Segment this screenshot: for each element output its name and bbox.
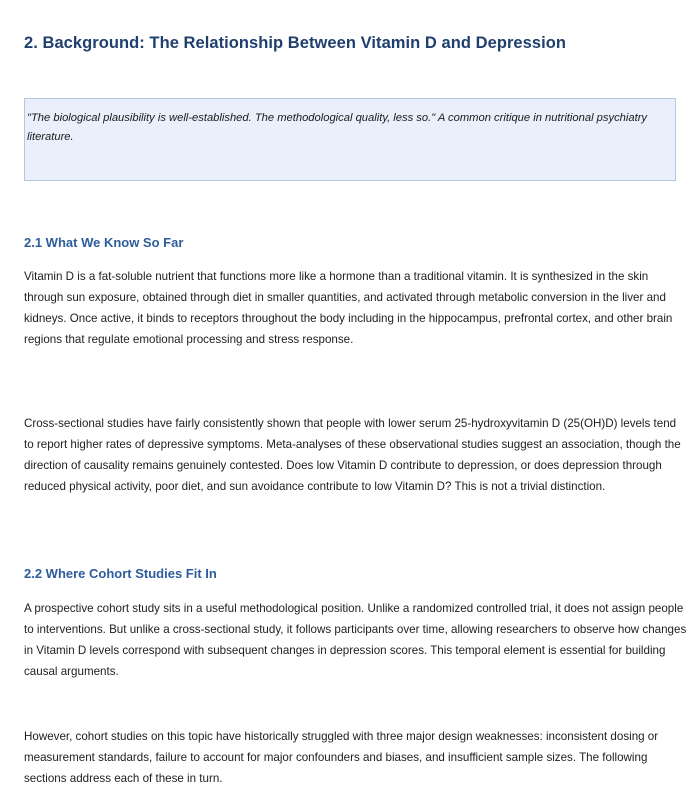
quote-attribution: A common critique in nutritional psychiatry literature. <box>27 112 648 143</box>
paragraph-cross-sectional-studies: Cross-sectional studies have fairly consistently shown that people with lower serum 25-hydroxyvitamin D (25(OH)D) levels tend to report higher rates of depressive symptoms. Meta-analyses of these observational studies suggest an association, though the direction of causality remains genuinely contested. Does low Vitamin D contribute to depression, or does depression through reduced physical activity, poor diet, and sun avoidance contribute to low Vitamin D? This is not a trivial distinction. <box>24 417 681 493</box>
section-heading: 2. Background: The Relationship Between Vitamin D and Depression <box>24 34 566 52</box>
paragraph-cohort-weaknesses: However, cohort studies on this topic have historically struggled with three major design weaknesses: inconsistent dosing or measurement standards, failure to account for major confounders and biases, and insufficient sample sizes. The following sections address each of these in turn. <box>24 730 659 785</box>
pull-quote <box>27 109 675 147</box>
quote-text: "The biological plausibility is well-established. The methodological quality, less so." <box>27 112 436 124</box>
paragraph-vitamin-d-overview: Vitamin D is a fat-soluble nutrient that functions more like a hormone than a traditional vitamin. It is synthesized in the skin through sun exposure, obtained through diet in smaller quantities, and activated through metabolic conversion in the liver and kidneys. Once active, it binds to receptors throughout the body including in the hippocampus, prefrontal cortex, and other brain regions that regulate emotional processing and stress response. <box>24 270 673 346</box>
paragraph-prospective-cohort: A prospective cohort study sits in a useful methodological position. Unlike a randomized controlled trial, it does not assign people to interventions. But unlike a cross-sectional study, it follows participants over time, allowing researchers to observe how changes in Vitamin D levels correspond with subsequent changes in depression scores. This temporal element is essential for building causal arguments. <box>24 602 687 678</box>
subsection-heading-2-1: 2.1 What We Know So Far <box>24 235 184 250</box>
subsection-heading-2-2: 2.2 Where Cohort Studies Fit In <box>24 566 217 581</box>
pull-quote-box <box>24 98 676 181</box>
